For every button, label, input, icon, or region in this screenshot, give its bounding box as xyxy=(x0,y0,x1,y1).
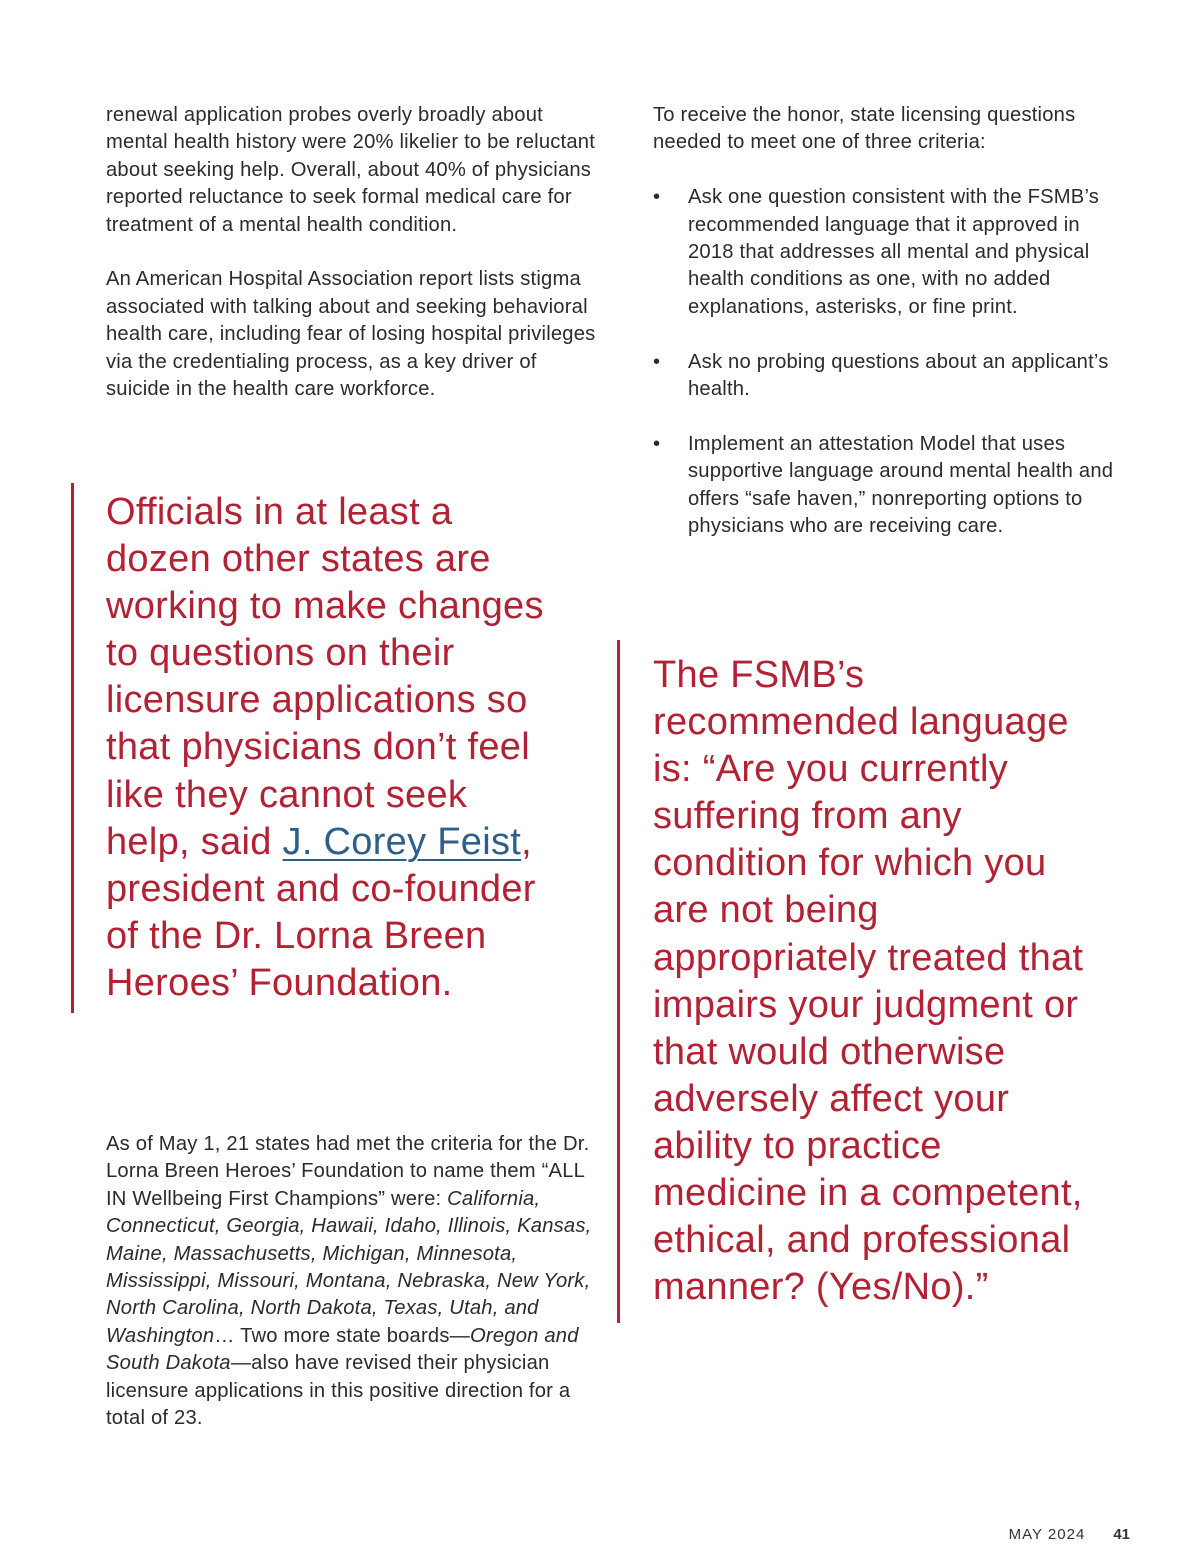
list-item-text: Ask no probing questions about an applicant’s health. xyxy=(688,350,1109,401)
pull-quote-text-start: Officials in at least a dozen other states are working to make changes to questions on their licensure applications so that physicians don’t feel like they cannot seek help, said xyxy=(106,491,544,863)
states-mid: … Two more state boards— xyxy=(214,1324,471,1347)
states-intro: As of May 1, 21 states had met the criteria for the Dr. Lorna Breen Heroes’ Foundation to name them “ALL IN Wellbeing First Champions” were: xyxy=(106,1133,590,1210)
criteria-list xyxy=(653,184,1123,540)
feist-link[interactable]: J. Corey Feist xyxy=(282,820,522,863)
pull-quote-officials xyxy=(106,489,546,1007)
pull-quote-fsmb-language xyxy=(653,652,1093,1311)
issue-date: MAY 2024 xyxy=(1008,1526,1086,1543)
list-item-text: Ask one question consistent with the FSMB’s recommended language that it approved in 2018 that addresses all mental and physical health conditions as one, with no added explanations, asterisks, or fine print. xyxy=(688,186,1100,318)
bullet-icon: • xyxy=(653,432,661,455)
bullet-icon: • xyxy=(653,186,661,209)
list-item-text: Implement an attestation Model that uses supportive language around mental health and offers “safe haven,” nonreporting options to physicians who are receiving care. xyxy=(688,432,1114,538)
list-item xyxy=(653,431,1123,541)
states-end: —also have revised their physician licensure applications in this positive direction for a total of 23. xyxy=(106,1352,571,1430)
bullet-icon: • xyxy=(653,350,661,373)
pull-quote-rule xyxy=(71,483,74,1013)
body-paragraph-mental-health-stats: renewal application probes overly broadly about mental health history were 20% likelier to be reluctant about seeking help. Overall, about 40% of physicians reported reluctance to seek formal medical care for treatment of a mental health condition. xyxy=(106,104,596,236)
states-paragraph xyxy=(106,1131,606,1432)
page-footer xyxy=(1009,1526,1130,1543)
list-item xyxy=(653,349,1123,404)
more-states-list: Oregon and South Dakota xyxy=(106,1324,579,1375)
page-number: 41 xyxy=(1113,1526,1130,1543)
list-item xyxy=(653,184,1123,321)
states-list: California, Connecticut, Georgia, Hawaii, Idaho, Illinois, Kansas, Maine, Massachusetts, Michigan, Minnesota, Mississippi, Missouri, Montana, Nebraska, New York, North Carolina, North Dakota, Texas, Utah, and Washington xyxy=(106,1187,592,1347)
pull-quote-text: The FSMB’s recommended language is: “Are you currently suffering from any condition for which you are not being appropriately treated that impairs your judgment or that would otherwise adversely affect your ability to practice medicine in a competent, ethical, and professional manner? (Yes/No).” xyxy=(653,654,1084,1309)
left-column xyxy=(106,102,606,403)
pull-quote-rule xyxy=(617,640,620,1323)
criteria-intro: To receive the honor, state licensing questions needed to meet one of three criteria: xyxy=(653,104,1076,154)
pull-quote-text-end: , president and co-founder of the Dr. Lorna Breen Heroes’ Foundation. xyxy=(106,820,536,1004)
body-paragraph-aha-report: An American Hospital Association report lists stigma associated with talking about and seeking behavioral health care, including fear of losing hospital privileges via the credentialing process, as a key driver of suicide in the health care workforce. xyxy=(106,268,596,401)
right-column xyxy=(653,102,1123,568)
